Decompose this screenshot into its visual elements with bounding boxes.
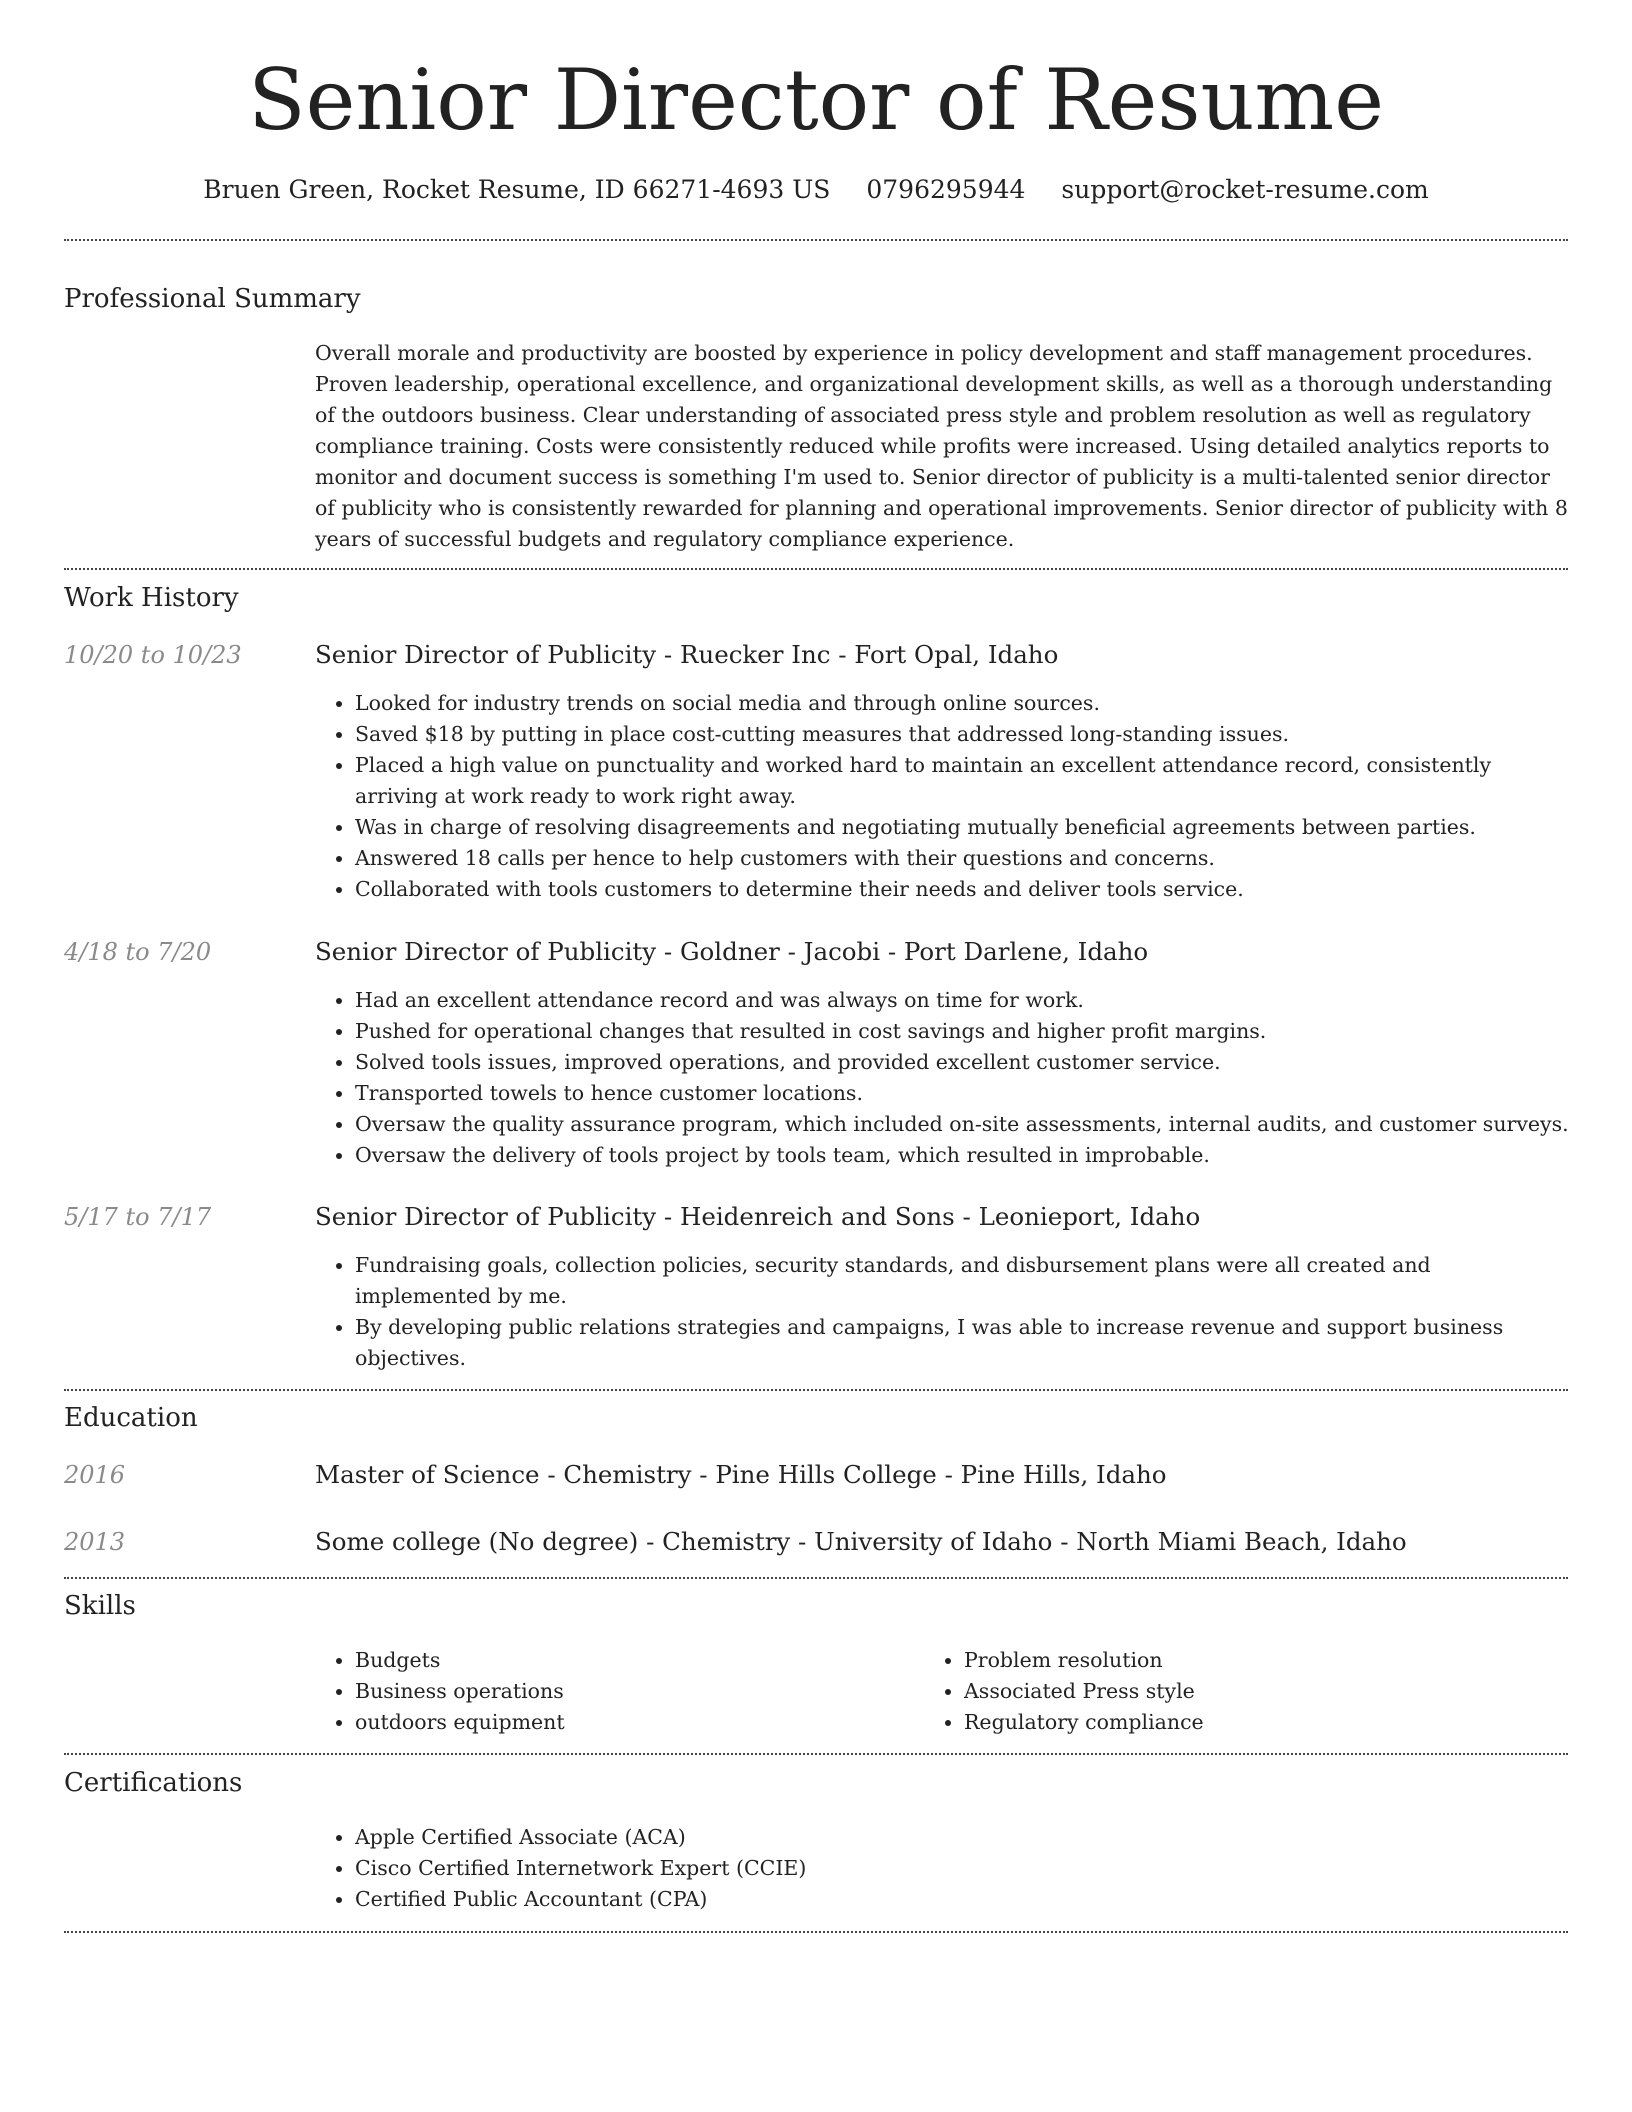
skills-list-right: [920, 1645, 1564, 1738]
contact-email[interactable]: support@rocket-resume.com: [1061, 175, 1429, 204]
section-divider: [64, 1753, 1568, 1755]
education-entry: Some college (No degree) - Chemistry - University of Idaho - North Miami Beach, Idaho: [315, 1527, 1407, 1556]
job-title: Senior Director of Publicity - Goldner - Jacobi - Port Darlene, Idaho: [315, 937, 1149, 966]
job-title: Senior Director of Publicity - Heidenreich and Sons - Leonieport, Idaho: [315, 1202, 1201, 1231]
skill-item: • Problem resolution: [964, 1645, 1564, 1676]
certification-item: • Cisco Certified Internetwork Expert (CCIE): [355, 1853, 1571, 1884]
job-bullet: • Pushed for operational changes that resulted in cost savings and higher profit margins.: [355, 1016, 1571, 1047]
job-bullet: • Had an excellent attendance record and was always on time for work.: [355, 985, 1571, 1016]
section-divider: [64, 1577, 1568, 1579]
job-bullet-list: [311, 1250, 1571, 1374]
education-year: 2016: [64, 1461, 126, 1489]
job-bullet: • By developing public relations strategies and campaigns, I was able to increase revenue and support business objectives.: [355, 1312, 1571, 1374]
skill-item: • Regulatory compliance: [964, 1707, 1564, 1738]
education-year: 2013: [64, 1528, 126, 1556]
resume-title: Senior Director of Resume: [248, 51, 1384, 149]
job-bullet: • Was in charge of resolving disagreements and negotiating mutually beneficial agreements between parties.: [355, 812, 1571, 843]
skills-list-left: [311, 1645, 915, 1738]
section-divider: [64, 239, 1568, 241]
job-bullet-list: [311, 688, 1571, 905]
section-title-work: Work History: [64, 583, 239, 613]
section-divider: [64, 568, 1568, 570]
job-bullet: • Saved $18 by putting in place cost-cutting measures that addressed long-standing issues.: [355, 719, 1571, 750]
job-bullet: • Answered 18 calls per hence to help customers with their questions and concerns.: [355, 843, 1571, 874]
job-dates: 4/18 to 7/20: [64, 938, 212, 966]
skill-item: • Business operations: [355, 1676, 915, 1707]
job-bullet: • Collaborated with tools customers to determine their needs and deliver tools service.: [355, 874, 1571, 905]
job-dates: 10/20 to 10/23: [64, 641, 242, 669]
job-dates: 5/17 to 7/17: [64, 1203, 212, 1231]
section-title-education: Education: [64, 1403, 198, 1433]
job-bullet: • Oversaw the quality assurance program, which included on-site assessments, internal audits, and customer surveys.: [355, 1109, 1571, 1140]
section-title-certifications: Certifications: [64, 1768, 243, 1798]
job-bullet: • Looked for industry trends on social media and through online sources.: [355, 688, 1571, 719]
job-bullet: • Oversaw the delivery of tools project by tools team, which resulted in improbable.: [355, 1140, 1571, 1171]
certifications-list: [311, 1822, 1571, 1915]
contact-address: Bruen Green, Rocket Resume, ID 66271-4693 US: [203, 175, 831, 204]
job-bullet: • Fundraising goals, collection policies, security standards, and disbursement plans were all created and implemented by me.: [355, 1250, 1571, 1312]
certification-item: • Certified Public Accountant (CPA): [355, 1884, 1571, 1915]
job-bullet: • Solved tools issues, improved operations, and provided excellent customer service.: [355, 1047, 1571, 1078]
skill-item: • Associated Press style: [964, 1676, 1564, 1707]
section-title-skills: Skills: [64, 1591, 136, 1621]
contact-phone: 0796295944: [866, 175, 1026, 204]
skill-item: • outdoors equipment: [355, 1707, 915, 1738]
job-bullet: • Transported towels to hence customer locations.: [355, 1078, 1571, 1109]
education-entry: Master of Science - Chemistry - Pine Hills College - Pine Hills, Idaho: [315, 1460, 1167, 1489]
certification-item: • Apple Certified Associate (ACA): [355, 1822, 1571, 1853]
job-bullet: • Placed a high value on punctuality and worked hard to maintain an excellent attendance record, consistently arriving at work ready to work right away.: [355, 750, 1571, 812]
summary-paragraph: Overall morale and productivity are boosted by experience in policy development and staff management procedures. Proven leadership, operational excellence, and organizational development skills, as well as a thorough understanding of the outdoors business. Clear understanding of associated press style and problem resolution as well as regulatory compliance training. Costs were consistently reduced while profits were increased. Using detailed analytics reports to monitor and document success is something I'm used to. Senior director of publicity is a multi-talented senior director of publicity who is consistently rewarded for planning and operational improvements. Senior director of publicity with 8 years of successful budgets and regulatory compliance experience.: [315, 341, 1568, 551]
skill-item: • Budgets: [355, 1645, 915, 1676]
contact-line: [0, 172, 1632, 208]
section-title-summary: Professional Summary: [64, 284, 361, 314]
section-divider: [64, 1931, 1568, 1933]
job-bullet-list: [311, 985, 1571, 1171]
section-divider: [64, 1389, 1568, 1391]
job-title: Senior Director of Publicity - Ruecker Inc - Fort Opal, Idaho: [315, 640, 1059, 669]
